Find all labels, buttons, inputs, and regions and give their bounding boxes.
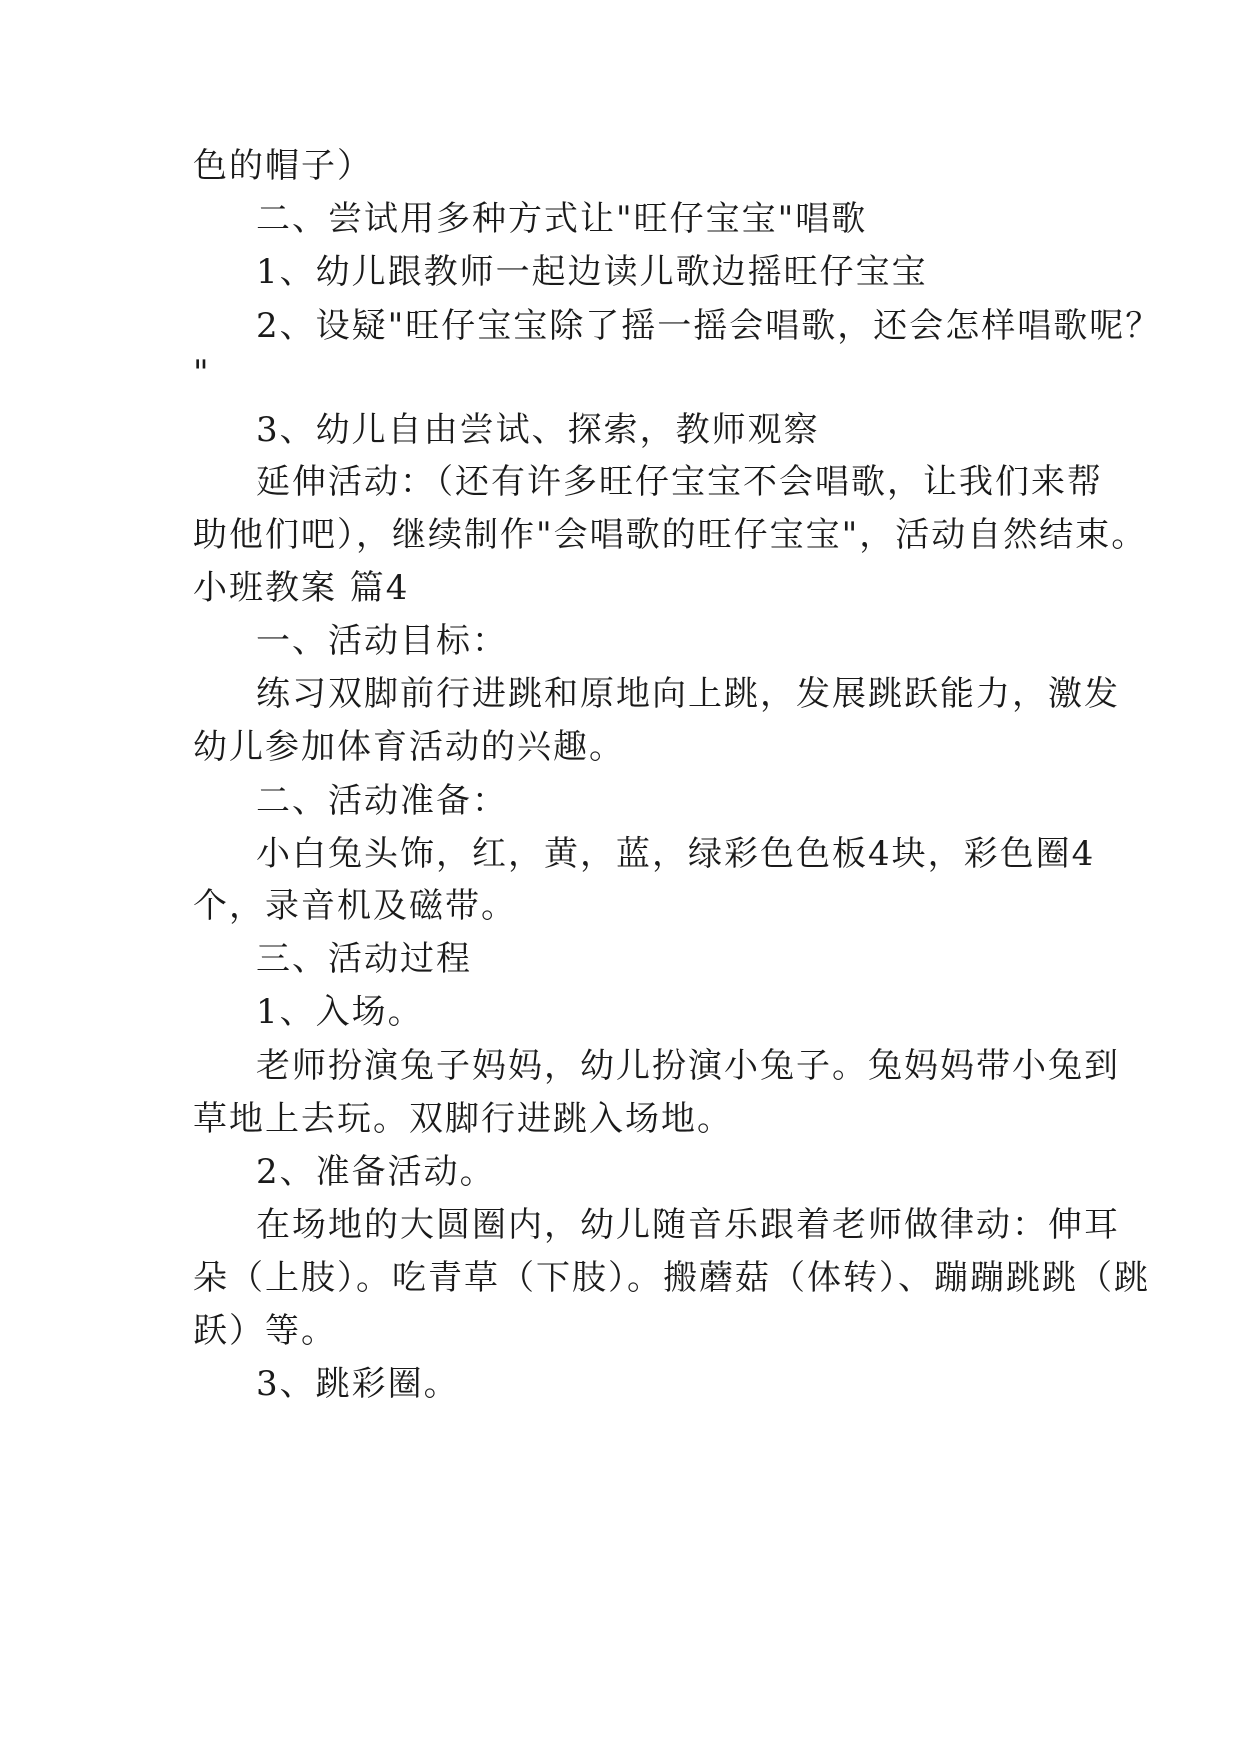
paragraph-line: 老师扮演兔子妈妈，幼儿扮演小兔子。兔妈妈带小兔到 [256, 1046, 1120, 1086]
paragraph-line: 幼儿参加体育活动的兴趣。 [193, 727, 625, 767]
section-heading: 三、活动过程 [256, 939, 472, 979]
paragraph-line: 色的帽子） [193, 146, 373, 186]
section-heading: 二、尝试用多种方式让"旺仔宝宝"唱歌 [256, 199, 868, 239]
paragraph-line: 助他们吧），继续制作"会唱歌的旺仔宝宝"，活动自然结束。 [193, 515, 1148, 555]
section-heading: 一、活动目标： [256, 621, 508, 661]
paragraph-line: 延伸活动：（还有许多旺仔宝宝不会唱歌，让我们来帮 [256, 462, 1103, 502]
paragraph-line: 2、设疑"旺仔宝宝除了摇一摇会唱歌，还会怎样唱歌呢？ [256, 306, 1162, 346]
paragraph-line: 草地上去玩。双脚行进跳入场地。 [193, 1099, 733, 1139]
paragraph-line: 1、幼儿跟教师一起边读儿歌边摇旺仔宝宝 [256, 252, 928, 292]
section-heading: 二、活动准备： [256, 781, 508, 821]
paragraph-line: 在场地的大圆圈内，幼儿随音乐跟着老师做律动：伸耳 [256, 1205, 1120, 1245]
paragraph-line: 2、准备活动。 [256, 1152, 496, 1192]
paragraph-line: 3、跳彩圈。 [256, 1364, 460, 1404]
paragraph-line: 跃）等。 [193, 1311, 337, 1351]
paragraph-line: " [193, 353, 211, 393]
lesson-title: 小班教案 篇4 [193, 568, 410, 608]
paragraph-line: 个，录音机及磁带。 [193, 886, 517, 926]
paragraph-line: 朵（上肢）。吃青草（下肢）。搬蘑菇（体转）、蹦蹦跳跳（跳 [193, 1258, 1150, 1298]
paragraph-line: 小白兔头饰，红，黄，蓝，绿彩色色板4块，彩色圈4 [256, 834, 1096, 874]
paragraph-line: 3、幼儿自由尝试、探索，教师观察 [256, 410, 820, 450]
paragraph-line: 1、入场。 [256, 992, 424, 1032]
paragraph-line: 练习双脚前行进跳和原地向上跳，发展跳跃能力，激发 [256, 674, 1120, 714]
